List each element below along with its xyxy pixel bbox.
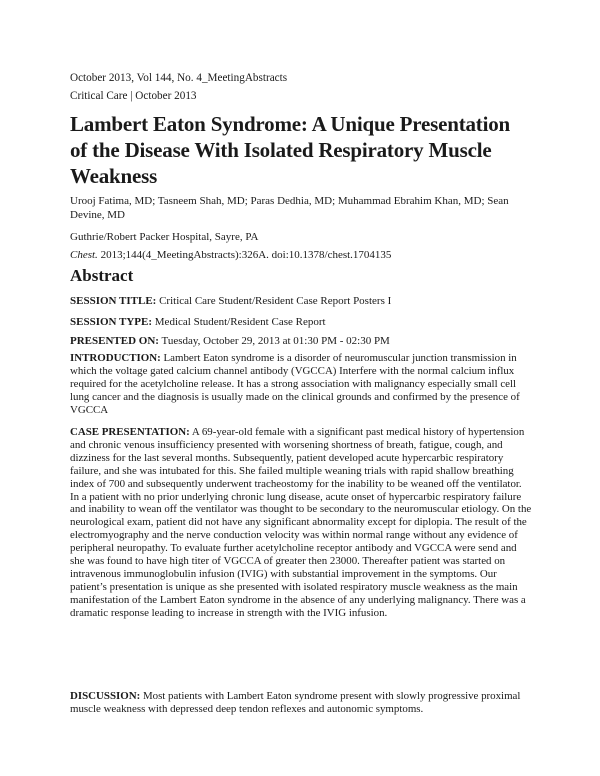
session-title-value: Critical Care Student/Resident Case Report Posters I (156, 295, 392, 307)
session-title-field (70, 294, 532, 308)
presented-on-label: PRESENTED ON: (70, 335, 159, 347)
session-type-field (70, 315, 532, 329)
affiliation: Guthrie/Robert Packer Hospital, Sayre, PA (70, 231, 259, 243)
discussion-paragraph (70, 690, 532, 716)
introduction-text: Lambert Eaton syndrome is a disorder of neuromuscular junction transmission in which the voltage gated calcium channel antibody (VGCCA) Interfere with the normal calcium influx required for the acetylcholine release. It has a strong association with malignancy especially small cell lung cancer and the diagnosis is usually made on the clinical grounds and confirmed by the presence of VGCCA (70, 352, 520, 416)
introduction-label: INTRODUCTION: (70, 352, 161, 364)
abstract-heading: Abstract (70, 266, 134, 285)
presented-on-field (70, 334, 532, 348)
section-line: Critical Care | October 2013 (70, 90, 197, 102)
presented-on-value: Tuesday, October 29, 2013 at 01:30 PM - 02:30 PM (158, 335, 390, 347)
citation-details: 2013;144(4_MeetingAbstracts):326A. doi:10.1378/chest.1704135 (97, 249, 392, 261)
discussion-label: DISCUSSION: (70, 690, 141, 702)
discussion-text: Most patients with Lambert Eaton syndrome present with slowly progressive proximal muscle weakness with depressed deep tendon reflexes and autonomic symptoms. (70, 690, 521, 715)
case-presentation-text: A 69-year-old female with a significant past medical history of hypertension and chronic venous insufficiency presented with worsening shortness of breath, fatigue, cough, and dizziness for the last several months. Subsequently, patient developed acute hypercarbic respiratory failure, and she was intubated for this. She failed multiple weaning trials with rapid shallow breathing index of 700 and subsequently underwent tracheostomy for the inability to be weaned off the ventilator. In a patient with no prior underlying chronic lung disease, acute onset of hypercarbic respiratory failure and inability to wean off the ventilator was thought to be secondary to the neuromuscular etiology. On the neurological exam, patient did not have any significant abnormality except for diplopia. The result of the electromyography and the nerve conduction velocity was within normal range without any evidence of peripheral neuropathy. To evaluate further acetylcholine receptor antibody and VGCCA were send and she was found to have high titer of VGCCA of greater then 23000. Thereafter patient was started on intravenous immunoglobulin infusion (IVIG) with substantial improvement in the symptoms. Our patient’s presentation is unique as she presented with isolated respiratory muscle weakness as the main manifestation of the Lambert Eaton syndrome in the absence of any underlying malignancy. There was a dramatic response leading to increase in strength with the IVIG infusion. (70, 426, 532, 619)
introduction-paragraph (70, 352, 532, 417)
issue-line: October 2013, Vol 144, No. 4_MeetingAbstracts (70, 72, 288, 84)
author-list: Urooj Fatima, MD; Tasneem Shah, MD; Paras Dedhia, MD; Muhammad Ebrahim Khan, MD; Sean Devine, MD (70, 195, 509, 221)
session-type-label: SESSION TYPE: (70, 316, 153, 328)
session-title-label: SESSION TITLE: (70, 295, 157, 307)
citation (70, 248, 532, 262)
case-presentation-label: CASE PRESENTATION: (70, 426, 190, 438)
journal-name: Chest. (70, 249, 98, 261)
session-type-value: Medical Student/Resident Case Report (152, 316, 326, 328)
case-presentation-paragraph (70, 426, 532, 620)
article-title: Lambert Eaton Syndrome: A Unique Presentation of the Disease With Isolated Respiratory Muscle Weakness (70, 112, 510, 188)
